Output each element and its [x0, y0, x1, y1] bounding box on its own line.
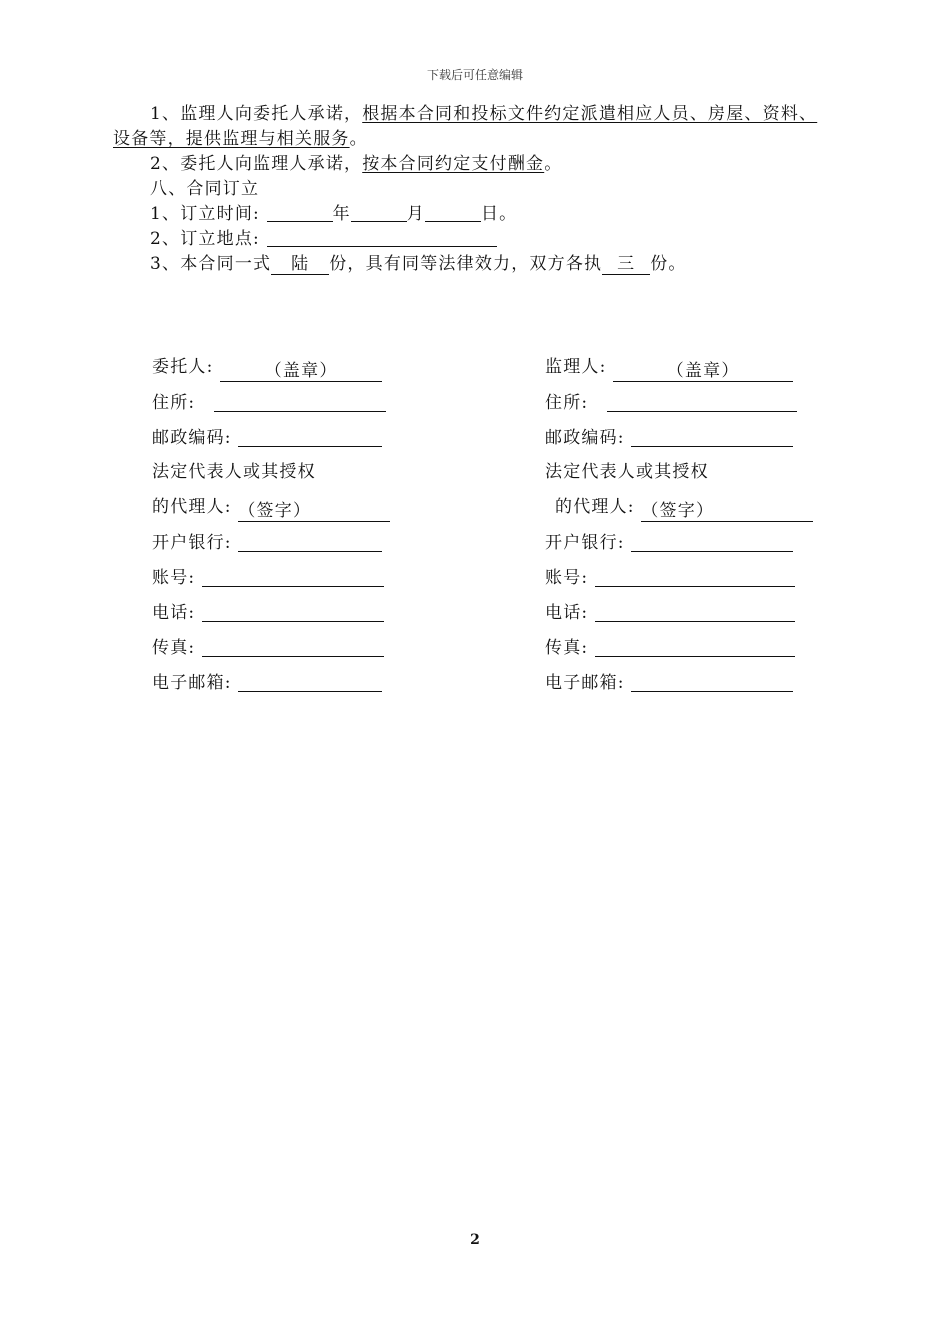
left-postcode-row — [152, 426, 382, 449]
right-signature-field[interactable]: （签字） — [641, 501, 813, 522]
clause-2 — [113, 152, 900, 177]
clause-1-underlined-a: 根据本合同和投标文件约定派遣相应人员、房屋、资料、 — [362, 104, 818, 124]
left-rep-line-1: 法定代表人或其授权 — [152, 462, 316, 482]
left-fax-row — [152, 636, 384, 659]
copies-prefix: 3、本合同一式 — [150, 254, 272, 274]
clause-1-line-1 — [113, 102, 900, 127]
sign-place-field[interactable] — [267, 228, 497, 247]
right-postcode-field[interactable] — [631, 426, 793, 447]
sign-time-label: 1、订立时间: — [150, 204, 260, 224]
section-8-title: 八、合同订立 — [150, 179, 260, 199]
right-phone-row — [545, 601, 795, 624]
right-email-row — [545, 671, 793, 694]
right-address-field[interactable] — [607, 391, 797, 412]
right-rep-line-1: 法定代表人或其授权 — [545, 462, 709, 482]
left-bank-label: 开户银行: — [152, 533, 232, 553]
right-fax-field[interactable] — [595, 636, 795, 657]
left-account-label: 账号: — [152, 568, 196, 588]
right-supervisor-label: 监理人: — [545, 357, 607, 377]
left-phone-row — [152, 601, 384, 624]
left-principal-label: 委托人: — [152, 357, 214, 377]
left-phone-label: 电话: — [152, 603, 196, 623]
copies-mid: 份，具有同等法律效力，双方各执 — [329, 254, 603, 274]
right-bank-label: 开户银行: — [545, 533, 625, 553]
right-address-label: 住所: — [545, 393, 589, 413]
right-phone-field[interactable] — [595, 601, 795, 622]
right-fax-label: 传真: — [545, 638, 589, 658]
right-account-label: 账号: — [545, 568, 589, 588]
left-rep-label: 的代理人: — [152, 497, 232, 517]
year-label: 年 — [332, 204, 351, 224]
right-supervisor-row — [545, 356, 793, 382]
right-postcode-label: 邮政编码: — [545, 428, 625, 448]
clause-2-underlined: 按本合同约定支付酬金 — [362, 154, 545, 174]
right-email-label: 电子邮箱: — [545, 673, 625, 693]
clause-1-underlined-b: 设备等，提供监理与相关服务 — [113, 129, 350, 149]
left-principal-row — [152, 356, 382, 382]
left-fax-field[interactable] — [202, 636, 384, 657]
right-email-field[interactable] — [631, 671, 793, 692]
right-rep-label: 的代理人: — [555, 497, 635, 517]
sign-year-field[interactable] — [267, 203, 333, 222]
clause-1-suffix: 。 — [349, 129, 368, 149]
clause-1-prefix: 1、监理人向委托人承诺， — [150, 104, 363, 124]
sign-place-row — [113, 227, 900, 252]
left-postcode-label: 邮政编码: — [152, 428, 232, 448]
left-bank-row — [152, 531, 382, 554]
sign-time-row — [113, 202, 900, 227]
left-phone-field[interactable] — [202, 601, 384, 622]
copies-row — [113, 252, 900, 277]
clause-1-line-2 — [113, 127, 863, 152]
month-label: 月 — [406, 204, 425, 224]
right-seal-field[interactable]: （盖章） — [613, 361, 793, 382]
right-phone-label: 电话: — [545, 603, 589, 623]
left-email-field[interactable] — [238, 671, 382, 692]
left-seal-field[interactable]: （盖章） — [220, 361, 382, 382]
clause-2-suffix: 。 — [544, 154, 563, 174]
page-number: 2 — [470, 1232, 480, 1248]
right-postcode-row — [545, 426, 793, 449]
left-rep-row — [152, 496, 390, 522]
copies-total-field[interactable]: 陆 — [271, 254, 329, 275]
right-account-field[interactable] — [595, 566, 795, 587]
clause-2-prefix: 2、委托人向监理人承诺， — [150, 154, 363, 174]
left-signature-field[interactable]: （签字） — [238, 501, 390, 522]
right-bank-field[interactable] — [631, 531, 793, 552]
left-email-label: 电子邮箱: — [152, 673, 232, 693]
left-fax-label: 传真: — [152, 638, 196, 658]
left-bank-field[interactable] — [238, 531, 382, 552]
left-account-row — [152, 566, 384, 589]
left-postcode-field[interactable] — [238, 426, 382, 447]
left-address-row — [152, 391, 386, 414]
right-address-row — [545, 391, 797, 414]
right-account-row — [545, 566, 795, 589]
sign-place-label: 2、订立地点: — [150, 229, 260, 249]
sign-month-field[interactable] — [351, 203, 407, 222]
copies-each-field[interactable]: 三 — [602, 254, 650, 275]
left-email-row — [152, 671, 382, 694]
copies-suffix: 份。 — [650, 254, 687, 274]
sign-day-field[interactable] — [425, 203, 481, 222]
day-label: 日。 — [480, 204, 518, 224]
left-address-label: 住所: — [152, 393, 196, 413]
page-header: 下载后可任意编辑 — [426, 68, 523, 82]
left-account-field[interactable] — [202, 566, 384, 587]
right-rep-row — [555, 496, 813, 522]
right-fax-row — [545, 636, 795, 659]
right-bank-row — [545, 531, 793, 554]
left-address-field[interactable] — [214, 391, 386, 412]
